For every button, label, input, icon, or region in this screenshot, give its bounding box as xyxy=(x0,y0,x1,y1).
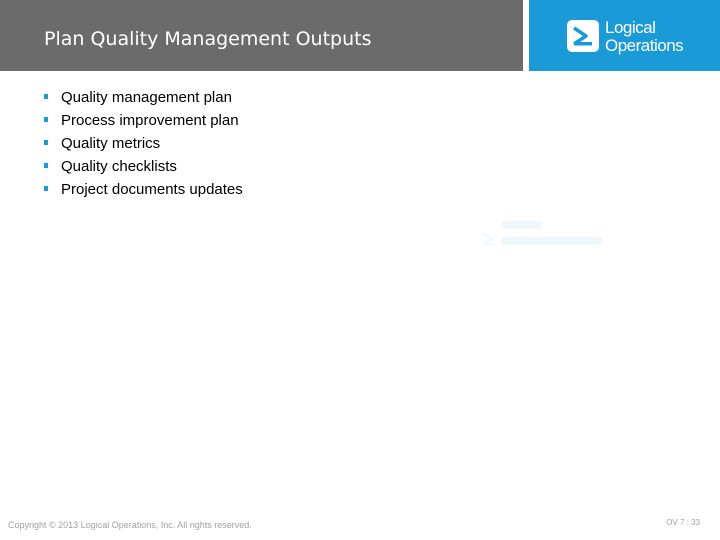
bullet-marker-icon xyxy=(44,94,48,99)
title-bar xyxy=(0,0,523,71)
bullet-marker-icon xyxy=(44,140,48,145)
logo-text-line2: Operations xyxy=(605,36,684,55)
slide-title: Plan Quality Management Outputs xyxy=(44,28,372,50)
bullet-marker-icon xyxy=(44,117,48,122)
footer-page-number: OV 7 : 33 xyxy=(666,518,700,527)
bullet-text: Project documents updates xyxy=(61,181,243,198)
logo xyxy=(529,0,720,71)
watermark-logo-icon xyxy=(478,215,608,255)
bullet-text: Process improvement plan xyxy=(61,112,239,129)
bullet-text: Quality checklists xyxy=(61,158,177,175)
bullet-marker-icon xyxy=(44,163,48,168)
footer-copyright: Copyright © 2013 Logical Operations, Inc. All rights reserved. xyxy=(8,520,252,530)
bullet-text: Quality management plan xyxy=(61,89,232,106)
bullet-text: Quality metrics xyxy=(61,135,161,152)
logo-text-line1: Logical xyxy=(605,18,656,37)
bullet-marker-icon xyxy=(44,186,48,191)
logical-operations-logo-icon xyxy=(566,19,600,53)
